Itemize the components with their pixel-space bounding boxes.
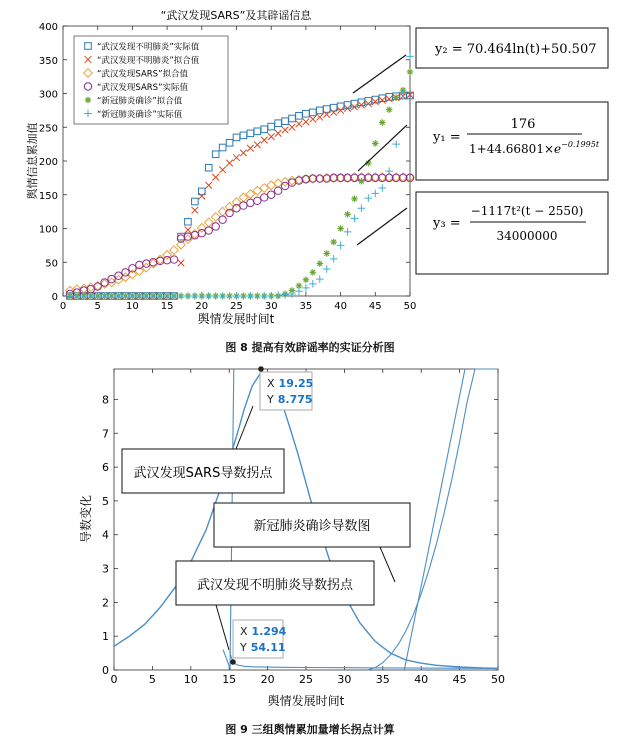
y-tick-label: 7 <box>102 427 109 441</box>
x-tick-label: 30 <box>264 301 278 312</box>
x-tick-label: 5 <box>148 673 156 686</box>
x-tick-label: 45 <box>452 673 467 686</box>
fig8-caption: 图 8 提高有效辟谣率的实证分析图 <box>225 341 395 354</box>
fig9-caption: 图 9 三组舆情累加量增长拐点计算 <box>225 723 395 736</box>
y-tick-label: 0 <box>102 664 109 677</box>
y-tick-label: 8 <box>102 393 109 407</box>
callout-pneumonia-inflection-text: 武汉发现不明肺炎导数拐点 <box>196 578 354 593</box>
legend-label: “武汉发现SARS”实际值 <box>97 83 188 93</box>
x-tick-label: 10 <box>126 301 139 312</box>
x-tick-label: 15 <box>222 673 237 686</box>
fig9-x-axis-label: 舆情发展时间t <box>267 694 345 708</box>
x-tick-label: 25 <box>299 673 313 686</box>
x-tick-label: 0 <box>59 301 67 312</box>
y-tick-label: 250 <box>38 123 58 135</box>
x-tick-label: 30 <box>337 673 352 686</box>
datatip-pneumonia-y: Y 54.11 <box>240 641 286 654</box>
x-tick-label: 25 <box>230 301 243 312</box>
x-tick-label: 40 <box>334 301 347 312</box>
legend-label: “武汉发现不明肺炎”实际值 <box>97 42 200 53</box>
equation-y2: y₂ = 70.464ln(t)+50.507 <box>435 42 597 57</box>
y-tick-label: 2 <box>102 596 109 610</box>
x-tick-label: 15 <box>160 301 174 312</box>
x-tick-label: 35 <box>299 301 313 312</box>
y-tick-label: 300 <box>38 89 58 101</box>
datatip-sars-x: X 19.25 <box>267 377 314 390</box>
y-tick-label: 4 <box>102 528 109 542</box>
equation-y1-denominator: $1+44.66801\times e^{-0.1995t}$ <box>469 140 600 156</box>
y-tick-label: 400 <box>38 22 58 33</box>
y-tick-label: 5 <box>102 494 109 508</box>
y-tick-label: 150 <box>38 190 58 202</box>
fig9-y-axis-label: 导数变化 <box>79 494 93 544</box>
x-tick-label: 10 <box>183 673 198 686</box>
x-tick-label: 50 <box>403 301 417 312</box>
y-tick-label: 1 <box>102 630 109 644</box>
x-tick-label: 45 <box>368 301 382 312</box>
y-tick-label: 350 <box>38 55 58 67</box>
datatip-marker-sars[interactable] <box>258 366 264 372</box>
x-tick-label: 40 <box>414 673 429 686</box>
fig8-x-axis-label: 舆情发展时间t <box>197 312 275 326</box>
legend-label: “新冠肺炎确诊”拟合值 <box>97 96 183 107</box>
x-tick-label: 50 <box>491 673 505 686</box>
y-tick-label: 50 <box>45 258 58 270</box>
figure-9 <box>78 366 505 708</box>
equation-y3-numerator: −1117t²(t − 2550) <box>470 204 584 218</box>
equation-y3-lhs: y₃ = <box>433 216 461 231</box>
legend-label: “武汉发现不明肺炎”拟合值 <box>97 56 200 66</box>
y-tick-label: 100 <box>38 224 58 236</box>
fig8-chart-title: “武汉发现SARS”及其辟谣信息 <box>160 9 312 22</box>
equation-y1-numerator: 176 <box>510 117 536 132</box>
callout-sars-inflection-text: 武汉发现SARS导数拐点 <box>133 466 273 481</box>
y-tick-label: 0 <box>51 292 58 303</box>
datatip-marker-pneumonia[interactable] <box>230 659 236 665</box>
data-point <box>358 178 365 185</box>
legend-label: “武汉发现SARS”拟合值 <box>97 69 188 80</box>
equation-y3-denominator: 34000000 <box>496 229 558 243</box>
data-point <box>323 250 330 257</box>
fig8-y-axis-label: 舆情信息累加值 <box>26 122 39 200</box>
y-tick-label: 200 <box>38 157 58 168</box>
x-tick-label: 0 <box>110 673 118 686</box>
y-tick-label: 3 <box>102 562 109 576</box>
datatip-pneumonia-x: X 1.294 <box>240 625 287 638</box>
x-tick-label: 20 <box>195 301 209 312</box>
legend-label: “新冠肺炎确诊”实际值 <box>97 110 183 120</box>
datatip-sars-y: Y 8.775 <box>267 393 313 406</box>
data-point <box>407 69 414 76</box>
x-tick-label: 35 <box>375 673 390 686</box>
x-tick-label: 20 <box>260 673 275 686</box>
y-tick-label: 6 <box>102 461 109 475</box>
figure-8 <box>25 8 608 326</box>
equation-y1-lhs: y₁ = <box>433 130 461 145</box>
x-tick-label: 5 <box>94 301 101 312</box>
callout-covid-derivative-text: 新冠肺炎确诊导数图 <box>253 519 371 534</box>
